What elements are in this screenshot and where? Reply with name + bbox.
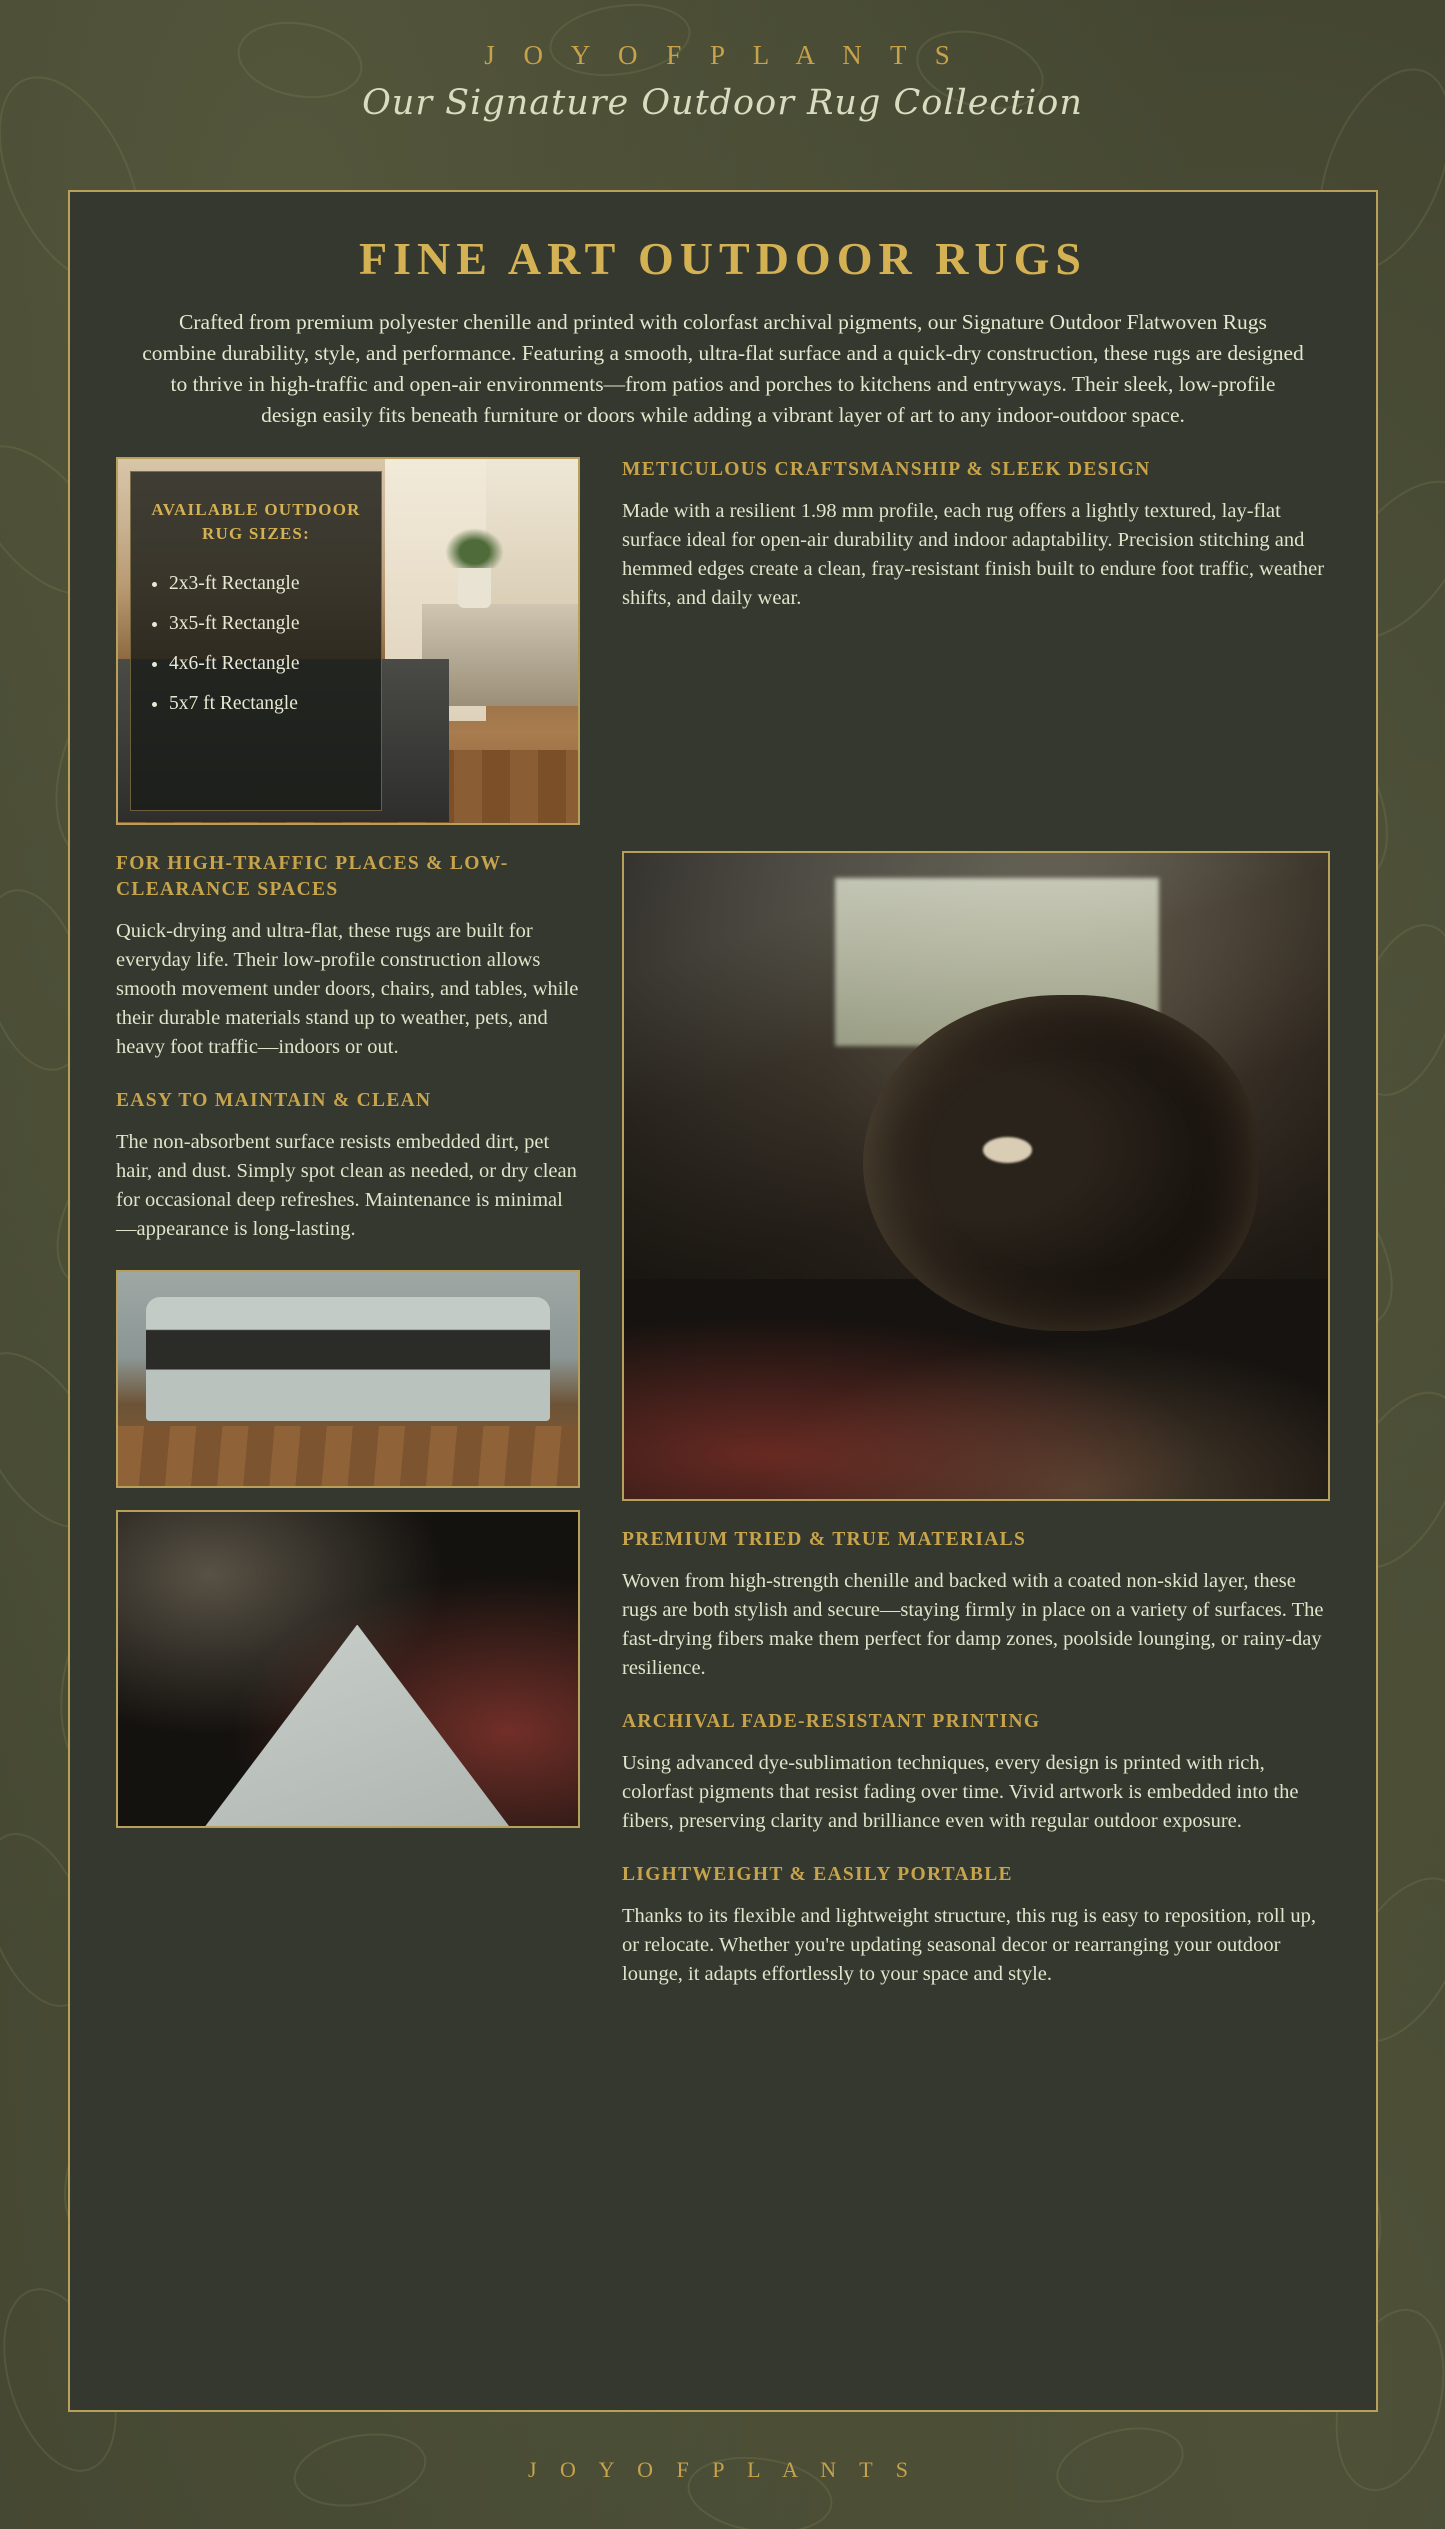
section-body: Quick-drying and ultra-flat, these rugs are built for everyday life. Their low-profile construction allows smooth movement under doors, chairs, and tables, while their durable materials stand up to weather, pets, and heavy foot traffic—indoors or out.: [116, 919, 579, 1058]
section-heading: FOR HIGH-TRAFFIC PLACES & LOW-CLEARANCE SPACES: [116, 852, 509, 900]
craftsmanship-column: [580, 457, 1330, 825]
wood-floor-shape: [118, 1426, 578, 1486]
section-heading: METICULOUS CRAFTSMANSHIP & SLEEK DESIGN: [622, 458, 1151, 480]
corner-flip-shape: [192, 1625, 523, 1828]
section-heading: EASY TO MAINTAIN & CLEAN: [116, 1089, 432, 1111]
list-item: • 4x6-ft Rectangle: [169, 644, 361, 684]
page-footer: J O Y O F P L A N T S: [527, 2457, 918, 2482]
available-sizes-heading: AVAILABLE OUTDOOR RUG SIZES:: [151, 499, 361, 543]
hero-scene: [624, 853, 1328, 1499]
sizes-column: [116, 457, 580, 825]
section-body: Woven from high-strength chenille and backed with a coated non-skid layer, these rugs are both stylish and secure—staying firmly in place on a variety of surfaces. The fast-drying fibers make them perfect for damp zones, poolside lounging, or rainy-day resilience.: [622, 1569, 1324, 1679]
section-archival-printing: [622, 1709, 1330, 1836]
rug-backing-fold-photo: [116, 1270, 580, 1488]
right-content-column: [580, 851, 1330, 1989]
page-header: [0, 40, 1445, 123]
rug-fold-shape: [146, 1297, 551, 1421]
section-body: Made with a resilient 1.98 mm profile, each rug offers a lightly textured, lay-flat surface ideal for open-air durability and indoor adaptability. Precision stitching and hemmed edges create a clean, fray-resistant finish built to endure foot traffic, weather shifts, and daily wear.: [622, 499, 1325, 609]
list-item: • 5x7 ft Rectangle: [169, 684, 361, 724]
section-heading: PREMIUM TRIED & TRUE MATERIALS: [622, 1528, 1027, 1550]
rug-in-entryway-photo: [116, 457, 580, 825]
brand-subtitle: Our Signature Outdoor Rug Collection: [362, 83, 1083, 123]
section-premium-materials: [622, 1527, 1330, 1683]
plant-shape: [445, 528, 505, 568]
rolled-rug-shape: [863, 995, 1257, 1331]
section-craftsmanship: [622, 457, 1330, 613]
brand-title: J O Y O F P L A N T S: [484, 40, 961, 70]
roll-opening-shape: [983, 1137, 1032, 1163]
section-body: Using advanced dye-sublimation techniques, every design is printed with rich, colorfast pigments that resist fading over time. Vivid artwork is embedded into the fibers, preserving clarity and brilliance even with regular outdoor exposure.: [622, 1751, 1299, 1832]
section-easy-maintain: [116, 1088, 580, 1244]
available-sizes-list: [169, 564, 361, 724]
page-title: FINE ART OUTDOOR RUGS: [358, 233, 1088, 284]
rolled-rug-closeup-photo: [622, 851, 1330, 1501]
list-item: • 3x5-ft Rectangle: [169, 604, 361, 644]
section-heading: LIGHTWEIGHT & EASILY PORTABLE: [622, 1863, 1013, 1885]
rug-corner-flip-photo: [116, 1510, 580, 1828]
corner-scene: [118, 1512, 578, 1826]
left-text-column: [116, 851, 580, 1989]
row-traffic-and-hero: [116, 851, 1330, 1989]
section-body: Thanks to its flexible and lightweight structure, this rug is easy to reposition, roll up, or relocate. Whether you're updating seasonal decor or rearranging your outdoor lounge, it adapts effortlessly to your space and style.: [622, 1904, 1317, 1985]
list-item: • 2x3-ft Rectangle: [169, 564, 361, 604]
section-body: The non-absorbent surface resists embedded dirt, pet hair, and dust. Simply spot clean as needed, or dry clean for occasional deep refreshes. Maintenance is minimal—appearance is long-lasting.: [116, 1130, 577, 1240]
backing-scene: [118, 1272, 578, 1486]
available-sizes-card: [130, 471, 382, 811]
content-panel: [68, 190, 1378, 2412]
intro-paragraph: Crafted from premium polyester chenille and printed with colorfast archival pigments, our Signature Outdoor Flatwoven Rugs combine durability, style, and performance. Featuring a smooth, ultra-flat surface and a quick-dry construction, these rugs are designed to thrive in high-traffic and open-air environments—from patios and porches to kitchens and entryways. Their sleek, low-profile design easily fits beneath furniture or doors while adding a vibrant layer of art to any indoor-outdoor space.: [142, 309, 1304, 427]
row-sizes-and-craftsmanship: [116, 457, 1330, 825]
section-high-traffic: [116, 851, 580, 1062]
section-lightweight-portable: [622, 1862, 1330, 1989]
section-heading: ARCHIVAL FADE-RESISTANT PRINTING: [622, 1710, 1041, 1732]
